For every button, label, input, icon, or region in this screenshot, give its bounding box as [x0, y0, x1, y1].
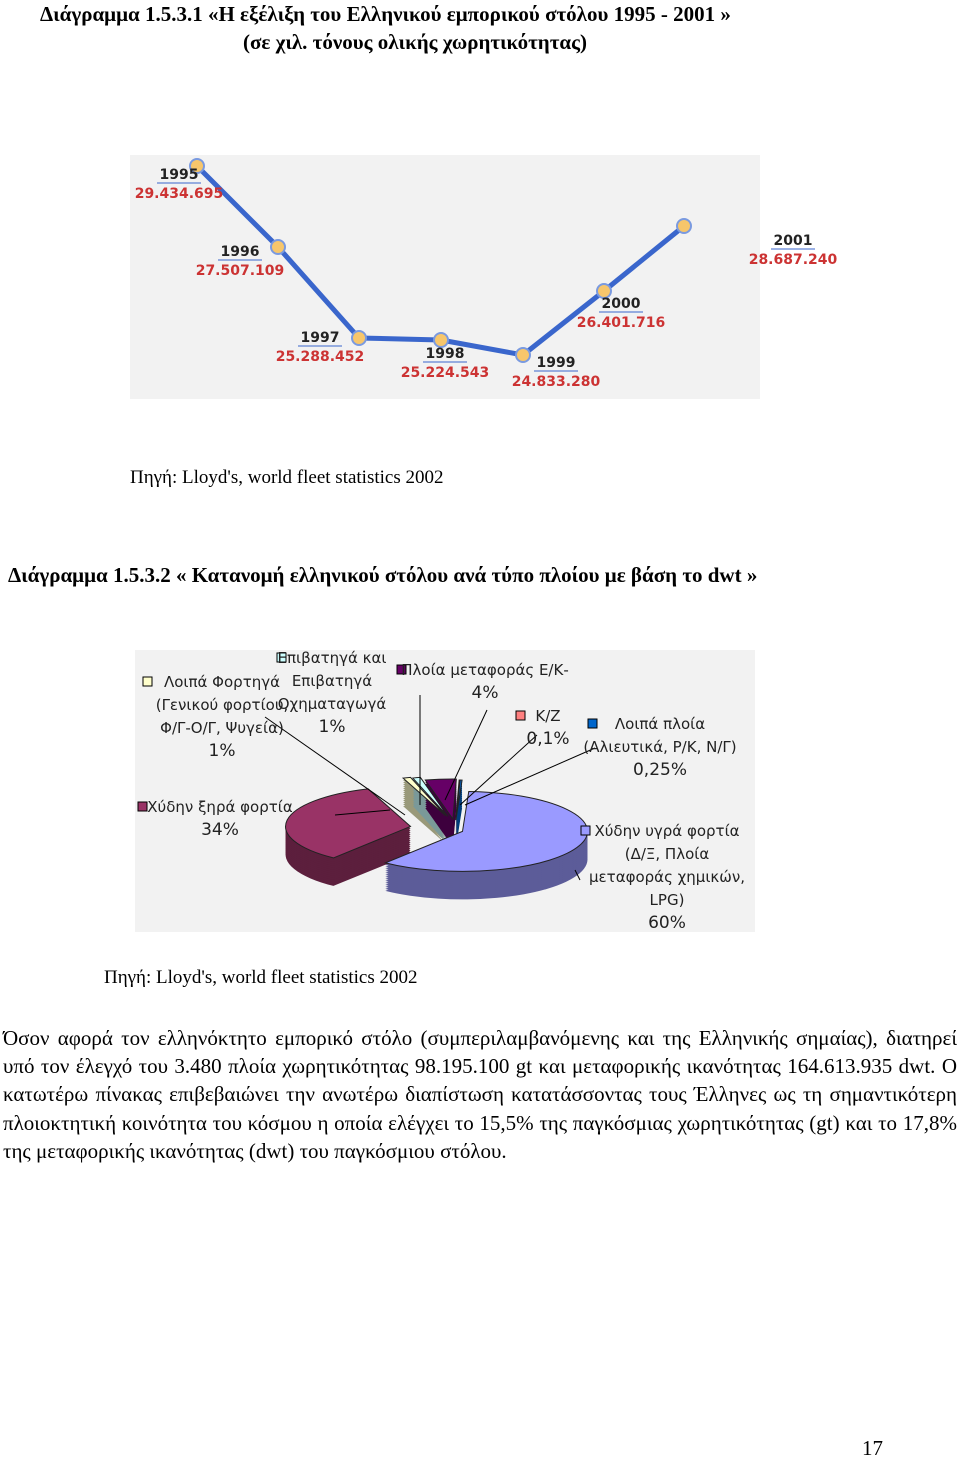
slice-label: μεταφοράς χημικών,	[589, 868, 745, 886]
slice-label: Λοιπά πλοία	[614, 715, 706, 733]
figure1-subtitle: (σε χιλ. τόνους ολικής χωρητικότητας)	[243, 30, 587, 54]
page-number: 17	[862, 1436, 883, 1460]
figure1-source: Πηγή: Lloyd's, world fleet statistics 2002	[130, 467, 444, 488]
slice-label: Επιβατηγά	[291, 672, 373, 690]
slice-percent: 34%	[201, 820, 239, 840]
slice-label: Επιβατηγά και	[277, 649, 387, 667]
slice-percent: 1%	[208, 741, 236, 761]
figure1-title: Διάγραμμα 1.5.3.1 «Η εξέλιξη του Ελληνικού εμπορικού στόλου 1995 - 2001 »	[40, 2, 731, 26]
figure2-title: Διάγραμμα 1.5.3.2 « Κατανομή ελληνικού στόλου ανά τύπο πλοίου με βάση το dwt »	[8, 563, 758, 587]
value-label: 27.507.109	[195, 263, 285, 279]
legend-swatch	[516, 711, 525, 720]
data-point-2001	[677, 219, 691, 233]
data-point-1999	[516, 348, 530, 362]
year-label: 1995	[159, 167, 199, 183]
year-label: 1998	[425, 346, 465, 362]
body-paragraph: Όσον αφορά τον ελληνόκτητο εμπορικό στόλο (συμπεριλαμβανόμενης και της Ελληνικής σημαίας), διατηρεί υπό τον έλεγχό του 3.480 πλοία χωρητικότητας 98.195.100 gt και μεταφορικής ικανότητας 164.613.935 dwt. Ο κατωτέρω πίνακας επιβεβαιώνει την ανωτέρω διαπίστωση κατατάσσοντας τους Έλληνες ως τη σημαντικότερη πλοιοκτητική κοινότητα του κόσμου η οποία ελέγχει το 15,5% της παγκόσμιας χωρητικότητας (gt) και το 17,8% της μεταφορικής ικανότητας (dwt) του παγκόσμιου στόλου.	[3, 1026, 957, 1163]
slice-label: (Δ/Ξ, Πλοία	[624, 845, 710, 863]
year-label: 2000	[601, 296, 641, 312]
data-point-1997	[352, 331, 366, 345]
slice-label: Κ/Ζ	[535, 707, 561, 725]
value-label: 24.833.280	[511, 374, 601, 390]
slice-label: Χύδην υγρά φορτία	[594, 822, 740, 840]
legend-swatch	[143, 677, 152, 686]
legend-swatch	[138, 802, 147, 811]
value-label: 25.224.543	[400, 365, 490, 381]
fleet-evolution-line-chart	[130, 155, 838, 399]
slice-label: Οχηματαγωγά	[277, 695, 387, 713]
value-label: 29.434.695	[134, 186, 224, 202]
year-label: 1997	[300, 330, 340, 346]
slice-label: Χύδην ξηρά φορτία	[147, 798, 293, 816]
slice-label: (Γενικού φορτίου,	[155, 696, 289, 714]
slice-percent: 0,25%	[632, 760, 688, 780]
year-label: 2001	[773, 233, 813, 249]
slice-percent: 60%	[648, 913, 686, 933]
figure2-source: Πηγή: Lloyd's, world fleet statistics 2002	[104, 967, 418, 988]
slice-percent: 0,1%	[526, 729, 570, 749]
data-point-1998	[434, 333, 448, 347]
data-point-1996	[271, 240, 285, 254]
year-label: 1996	[220, 244, 260, 260]
slice-label: Πλοία μεταφοράς Ε/Κ-	[401, 661, 569, 679]
slice-label: Φ/Γ-Ο/Γ, Ψυγεία)	[160, 719, 284, 737]
slice-label: LPG)	[649, 891, 685, 909]
slice-percent: 1%	[318, 717, 346, 737]
value-label: 25.288.452	[275, 349, 365, 365]
fleet-type-pie-chart	[135, 650, 755, 932]
slice-label: (Αλιευτικά, Ρ/Κ, Ν/Γ)	[583, 738, 737, 756]
value-label: 26.401.716	[576, 315, 666, 331]
value-label: 28.687.240	[748, 252, 838, 268]
year-label: 1999	[536, 355, 576, 371]
slice-percent: 4%	[471, 683, 499, 703]
legend-swatch	[588, 719, 597, 728]
slice-label: Λοιπά Φορτηγά	[163, 673, 281, 691]
legend-swatch	[581, 826, 590, 835]
